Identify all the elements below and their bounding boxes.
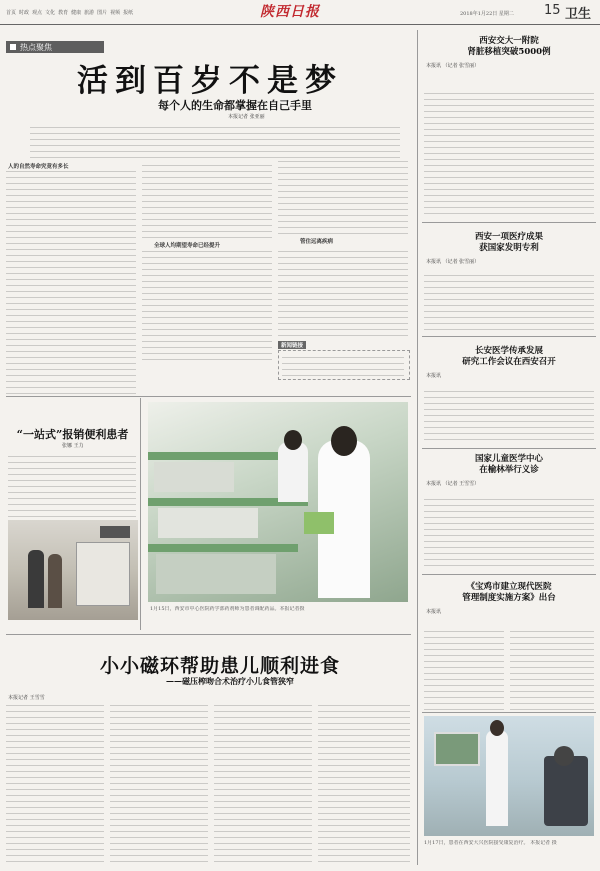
newspaper-logo: 陕西日报	[260, 4, 320, 20]
lead-subheadline: 每个人的生命都掌握在自己手里	[158, 99, 312, 112]
lead-body-col3a	[278, 160, 408, 234]
right-article-title: 国家儿童医学中心 在榆林举行义诊	[474, 454, 543, 475]
magnet-body-col2	[110, 702, 208, 862]
right-article-byline: 本报讯 （记者 王雪雪）	[426, 481, 480, 487]
nav-item[interactable]: 观点	[32, 10, 43, 16]
section-name: 卫生	[565, 7, 592, 22]
one-stop-byline: 张娜 王力	[62, 443, 84, 449]
pharmacy-photo-caption: 1月15日，西安市中心医院药学部药剂师为患者调配药品。本报记者摄	[150, 606, 305, 612]
magnet-byline: 本报记者 王雪雪	[8, 695, 45, 701]
lead-headline: 活到百岁不是梦	[77, 63, 343, 99]
magnet-body-col4	[318, 702, 410, 862]
one-stop-body	[8, 451, 136, 517]
lead-subhead-3: 管住远离疾病	[300, 239, 334, 245]
issue-date: 2018年1月22日 星期二	[460, 11, 514, 17]
right-article-title: 西安一项医疗成果 获国家发明专利	[474, 232, 543, 253]
right-article-byline: 本报讯	[426, 373, 442, 379]
nav-item[interactable]: 旅游	[84, 10, 95, 16]
right-article-byline: 本报讯	[426, 609, 442, 615]
lead-byline: 本报记者 张亚丽	[228, 114, 265, 120]
magnet-subheadline: ——磁压榨吻合术治疗小儿食管狭窄	[166, 676, 294, 686]
one-stop-headline: “一站式”报销便利患者	[16, 428, 129, 441]
tag-square-icon	[10, 44, 16, 50]
nav-item[interactable]: 首页	[6, 10, 17, 16]
nav-item[interactable]: 视频	[110, 10, 121, 16]
magnet-body-col1	[6, 702, 104, 862]
nav-bar	[6, 9, 156, 16]
right-article-body	[510, 626, 594, 710]
nav-item[interactable]: 健康	[71, 10, 82, 16]
magnet-body-col3	[214, 702, 312, 862]
lead-body-col2b	[142, 250, 272, 360]
lead-body-col3b	[278, 246, 408, 336]
one-stop-photo	[8, 520, 138, 620]
nav-item[interactable]: 报纸	[123, 10, 134, 16]
nav-item[interactable]: 教育	[58, 10, 69, 16]
masthead	[0, 0, 600, 24]
right-article-title: 西安交大一附院 肾脏移植突破5000例	[467, 36, 551, 57]
news-link-text	[282, 352, 404, 376]
magnet-headline: 小小磁环帮助患儿顺利进食	[99, 655, 340, 677]
lead-subhead-2: 全球人均期望寿命已经提升	[154, 243, 221, 249]
nav-item[interactable]: 图片	[97, 10, 108, 16]
nav-item[interactable]: 文化	[45, 10, 56, 16]
right-article-byline: 本报讯 （记者 张雪丽）	[426, 259, 480, 265]
page-number: 15	[544, 3, 561, 18]
lead-intro-text	[30, 122, 400, 158]
rehab-photo-caption: 1月17日，患者在西安大兴医院接受康复治疗。 本报记者 摄	[424, 840, 557, 846]
right-article-body	[424, 88, 594, 214]
section-tag-label: 热点聚焦	[20, 43, 52, 52]
right-article-title: 《宝鸡市建立现代医院 管理制度实施方案》出台	[462, 582, 556, 603]
lead-body-col2a	[142, 160, 272, 238]
lead-body-col1	[6, 170, 136, 394]
rehab-photo	[424, 716, 594, 836]
right-article-title: 长安医学传承发展 研究工作会议在西安召开	[462, 346, 556, 367]
right-article-byline: 本报讯 （记者 张雪丽）	[426, 63, 480, 69]
news-link-label: 新闻链接	[278, 341, 306, 349]
pharmacy-photo	[148, 402, 408, 602]
right-article-body	[424, 494, 594, 566]
right-article-body	[424, 274, 594, 330]
nav-item[interactable]: 时政	[19, 10, 30, 16]
right-article-body	[424, 388, 594, 440]
right-article-body	[424, 626, 504, 710]
section-tag	[6, 41, 104, 53]
lead-subhead-1: 人的自然寿命究竟有多长	[8, 164, 69, 170]
